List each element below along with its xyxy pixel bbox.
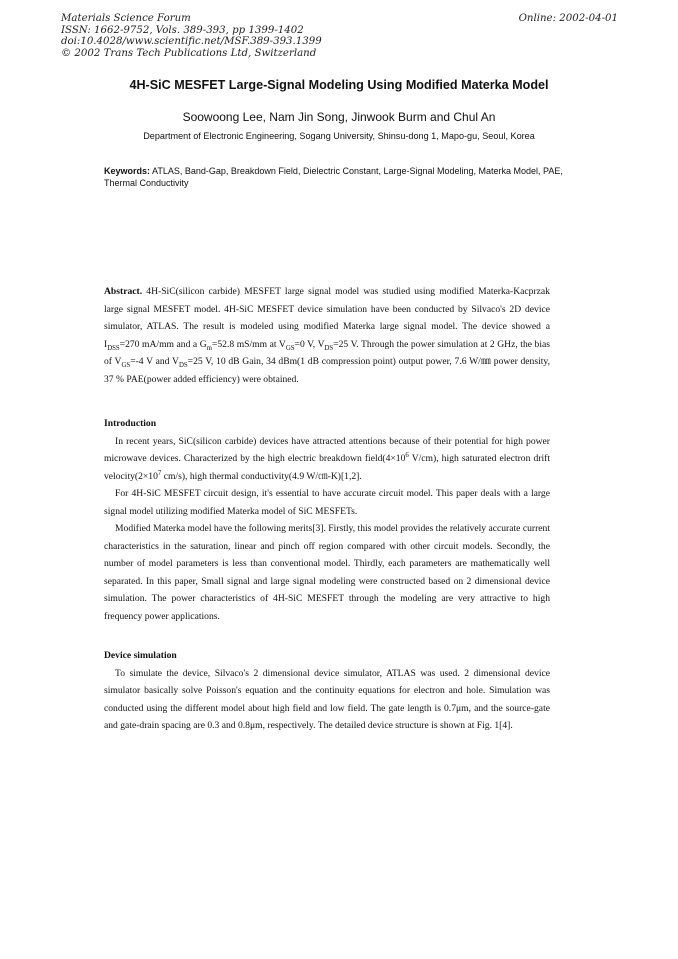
keywords-block bbox=[104, 165, 574, 189]
online-date: Online: 2002-04-01 bbox=[518, 13, 618, 24]
abstract-label: Abstract. bbox=[104, 286, 143, 297]
running-header bbox=[61, 13, 618, 59]
introduction-section bbox=[104, 415, 550, 625]
introduction-heading: Introduction bbox=[104, 418, 157, 429]
intro-paragraph-3: Modified Materka model have the following merits[3]. Firstly, this model provides the relatively accurate current characteristics in the saturation, linear and pinch off region compared with other circuit models. Secondly, the number of model parameters is less than conventional model. Thirdly, each parameters are mathematically well separated. In this paper, Small signal and large signal modeling were constructed based on 2 dimensional device simulation. The power characteristics of 4H-SiC MESFET through the modeling are very attractive to high frequency power applications. bbox=[104, 523, 550, 622]
issn-line: ISSN: 1662-9752, Vols. 389-393, pp 1399-1402 bbox=[61, 24, 304, 36]
intro-paragraph-2: For 4H-SiC MESFET circuit design, it's essential to have accurate circuit model. This paper deals with a large signal model utilizing modified Materka model of SiC MESFETs. bbox=[104, 488, 550, 517]
keywords-label: Keywords: bbox=[104, 166, 151, 176]
copyright-line: © 2002 Trans Tech Publications Ltd, Switzerland bbox=[61, 47, 317, 59]
device-simulation-paragraph: To simulate the device, Silvaco's 2 dimensional device simulator, ATLAS was used. 2 dimensional device simulator basically solve Poisson's equation and the continuity equations for electron and hole. Simulation was conducted using the different model about high field and low field. The gate length is 0.7μm, and the source-gate and gate-drain spacing are 0.3 and 0.8μm, respectively. The detailed device structure is shown at Fig. 1[4]. bbox=[104, 667, 550, 731]
affiliation: Department of Electronic Engineering, Sogang University, Shinsu-dong 1, Mapo-gu, Seoul, Korea bbox=[143, 131, 535, 141]
paper-title: 4H-SiC MESFET Large-Signal Modeling Using Modified Materka Model bbox=[129, 78, 549, 92]
author-list: Soowoong Lee, Nam Jin Song, Jinwook Burm and Chul An bbox=[182, 110, 496, 124]
abstract-paragraph: Abstract. 4H-SiC(silicon carbide) MESFET large signal model was studied using modified Materka-Kacprzak large signal MESFET model. 4H-SiC MESFET device simulation have been conducted by Silvaco's 2D device simulator, ATLAS. The result is modeled using modified Materka large signal model. The device showed a $I_{DSS}=270$ mA/mm and a $G_m=52.8$ mS/mm at $V_{GS}=0$ V, $V_{DS}=25$ V. Through the power simulation at 2 GHz, the bias of $V_{GS}=-4$ V and $V_{DS}=25$ V, 10 dB Gain, 34 dBm(1 dB compression point) output power, 7.6 W/㎜ power density, 37 % PAE(power added efficiency) were obtained. bbox=[104, 286, 550, 385]
device-simulation-heading: Device simulation bbox=[104, 650, 177, 661]
keywords-text: ATLAS, Band-Gap, Breakdown Field, Dielectric Constant, Large-Signal Modeling, Materka Model, PAE, Thermal Conductivity bbox=[104, 166, 563, 188]
journal-name: Materials Science Forum bbox=[61, 13, 191, 24]
abstract-section bbox=[104, 283, 550, 388]
device-simulation-section bbox=[104, 647, 550, 735]
doi-line[interactable]: doi:10.4028/www.scientific.net/MSF.389-393.1399 bbox=[61, 36, 322, 48]
intro-paragraph-1: In recent years, SiC(silicon carbide) devices have attracted attentions because of their potential for high power microwave devices. Characterized by the high electric breakdown $field(4\times 10^6$ V/cm), high saturated electron drift $velocity(2\times 10^7$ cm/s), high thermal conductivity(4.9 W/㎝-K)[1,2]. bbox=[104, 435, 550, 482]
